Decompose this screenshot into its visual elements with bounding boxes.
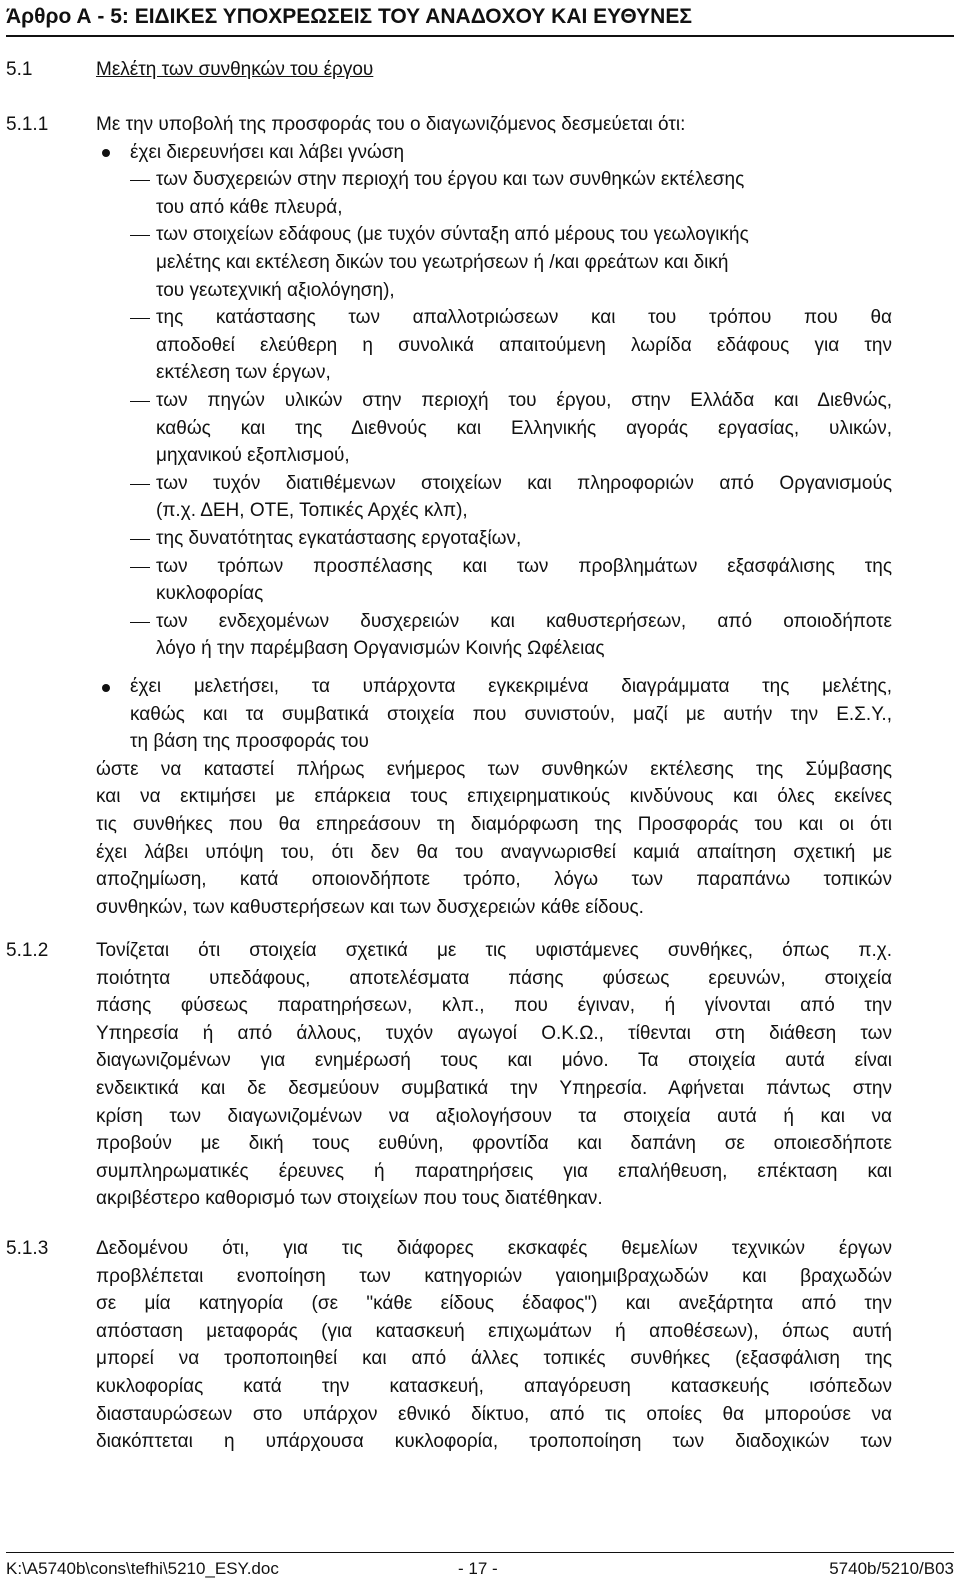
closing-line: τις συνθήκες που θα επηρεάσουν τη διαμόρφωση της Προσφοράς του και οι ότι: [96, 813, 892, 835]
clause-511-closing: [96, 756, 892, 922]
dash-item-line: του γεωτεχνική αξιολόγηση),: [156, 279, 395, 301]
title-underline: [6, 35, 954, 37]
closing-line: αποζημίωση, κατά οποιονδήποτε τρόπο, λόγω των παραπάνω τοπικών: [96, 869, 892, 891]
dash-item-line: κυκλοφορίας: [156, 583, 264, 605]
closing-line: και να εκτιμήσει με επάρκεια τους επιχειρηματικούς κινδύνους και όλες εκείνες: [96, 786, 892, 808]
clause-512-body: [96, 937, 892, 1213]
dash-bullet-icon: [130, 539, 150, 540]
dash-item-line: αποδοθεί ελεύθερη η συνολικά απαιτούμενη λωρίδα εδάφους για την: [156, 334, 892, 356]
clause-512-line: Υπηρεσία ή από άλλους, τυχόν αγωγοί Ο.Κ.Ω., τίθενται στη διάθεση των: [96, 1022, 892, 1044]
clause-number-512: 5.1.2: [6, 940, 49, 961]
closing-line: συνθηκών, των καθυστερήσεων και των δυσχερειών κάθε είδους.: [96, 896, 644, 918]
dash-item-line: των στοιχείων εδάφους (με τυχόν σύνταξη από μέρους του γεωλογικής: [156, 224, 749, 246]
dash-item-line: μηχανικού εξοπλισμού,: [156, 445, 350, 467]
dash-item-line: των τρόπων προσπέλασης και των προβλημάτων εξασφάλισης της: [156, 555, 892, 577]
dash-item-line: της δυνατότητας εγκατάστασης εργοταξίων,: [156, 528, 522, 549]
clause-number-511: 5.1.1: [6, 114, 49, 135]
clause-513-line: μπορεί να τροποποιηθεί και από άλλες τοπικές συνθήκες (εξασφάλιση της: [96, 1348, 892, 1370]
footer-file-path: K:\A5740b\cons\tefhi\5210_ESY.doc: [6, 1559, 279, 1578]
dash-bullet-icon: [130, 401, 150, 402]
clause-number-513: 5.1.3: [6, 1238, 49, 1259]
bullet-2-line: τη βάση της προσφοράς του: [130, 731, 369, 753]
dash-item-line: μελέτης και εκτέλεση δικών του γεωτρήσεων ή /και φρεάτων και δική: [156, 251, 729, 273]
dash-item-line: των δυσχερειών στην περιοχή του έργου και των συνθηκών εκτέλεσης: [156, 169, 745, 191]
dash-item-line: εκτέλεση των έργων,: [156, 362, 331, 384]
dash-bullet-icon: [130, 622, 150, 623]
bullet-1-text: έχει διερευνήσει και λάβει γνώση: [130, 141, 405, 163]
bullet-2: [130, 673, 892, 756]
clause-512-line: Τονίζεται ότι στοιχεία σχετικά με τις υφιστάμενες συνθήκες, όπως π.χ.: [96, 940, 892, 961]
dash-item: [156, 221, 892, 304]
dash-item-line: της κατάστασης των απαλλοτριώσεων και του τρόπου που θα: [156, 307, 892, 329]
dash-item: [156, 304, 892, 387]
section-title: Μελέτη των συνθηκών του έργου: [96, 59, 374, 80]
bullet-2-line: καθώς και τα συμβατικά στοιχεία που συνιστούν, μαζί με αυτήν την Ε.Σ.Υ.,: [130, 703, 892, 725]
section-number: 5.1: [6, 59, 33, 80]
clause-512-line: συμπληρωματικές έρευνες ή παρατηρήσεις για επαλήθευση, επέκταση και: [96, 1160, 892, 1182]
clause-513-body: [96, 1235, 892, 1456]
clause-511-intro-text: Με την υποβολή της προσφοράς του ο διαγωνιζόμενος δεσμεύεται ότι:: [96, 114, 686, 135]
dash-item-line: του από κάθε πλευρά,: [156, 196, 343, 218]
bullet-2-line: έχει μελετήσει, τα υπάρχοντα εγκεκριμένα διαγράμματα της μελέτης,: [130, 676, 892, 697]
dash-item: [156, 166, 892, 221]
clause-512-line: πάσης φύσεως παρατηρήσεων, κλπ., που έγιναν, ή γίνονται από την: [96, 995, 892, 1017]
dash-item-line: των τυχόν διατιθέμενων στοιχείων και πληροφοριών από Οργανισμούς: [156, 472, 892, 494]
dash-item-line: των ενδεχομένων δυσχερειών και καθυστερήσεων, από οποιοδήποτε: [156, 610, 892, 632]
clause-512-line: ποιότητα υπεδάφους, αποτελέσματα πάσης φύσεως ερευνών, στοιχεία: [96, 967, 892, 989]
clause-512-line: προβούν με δική τους ευθύνη, φροντίδα και δαπάνη σε οποιεσδήποτε: [96, 1133, 892, 1155]
footer-page-number: - 17 -: [458, 1559, 498, 1578]
dash-bullet-icon: [130, 180, 150, 181]
clause-513-line: προβλέπεται ενοποίηση των κατηγοριών γαιοημιβραχωδών και βραχωδών: [96, 1265, 892, 1287]
clause-513-line: διακόπτεται η υπάρχουσα κυκλοφορία, τροποποίηση των διαδοχικών των: [96, 1431, 892, 1453]
dash-item: [156, 470, 892, 525]
dash-item-line: των πηγών υλικών στην περιοχή του έργου, στην Ελλάδα και Διεθνώς,: [156, 390, 892, 411]
clause-513-line: απόσταση μεταφοράς (για κατασκευή επιχωμάτων ή αποθέσεων), όπως αυτή: [96, 1320, 892, 1342]
clause-512-line: ενδεικτικά και δε δεσμεύουν συμβατικά την Υπηρεσία. Αφήνεται πάντως στην: [96, 1077, 892, 1099]
clause-512-line: ακριβέστερο καθορισμό των στοιχείων που τους διατέθηκαν.: [96, 1188, 603, 1210]
clause-512-line: κρίση των διαγωνιζομένων να αξιολογήσουν τα στοιχεία αυτά ή και να: [96, 1105, 892, 1127]
clause-513-line: διασταυρώσεων στο υπάρχον εθνικό δίκτυο, από τις οποίες θα μπορούσε να: [96, 1403, 892, 1425]
dash-item: [156, 608, 892, 663]
closing-line: έχει λάβει υπόψη του, ότι δεν θα του αναγνωρισθεί καμιά απαίτηση σχετική με: [96, 841, 892, 863]
clause-511-intro: [96, 111, 685, 139]
dash-bullet-icon: [130, 318, 150, 319]
dash-bullet-icon: [130, 484, 150, 485]
dash-item: [156, 525, 892, 553]
bullet-1: [130, 139, 404, 167]
bullet-icon: [102, 684, 110, 692]
bullet-icon: [102, 149, 110, 157]
footer-rule: [6, 1552, 954, 1553]
clause-513-line: Δεδομένου ότι, για τις διάφορες εκσκαφές θεμελίων τεχνικών έργων: [96, 1238, 892, 1259]
dash-bullet-icon: [130, 567, 150, 568]
clause-512-line: διαγωνιζομένων για ενημέρωσή τους και μόνο. Τα στοιχεία αυτά είναι: [96, 1050, 892, 1072]
dash-item-line: καθώς και της Διεθνούς και Ελληνικής αγοράς εργασίας, υλικών,: [156, 417, 892, 439]
closing-line: ώστε να καταστεί πλήρως ενήμερος των συνθηκών εκτέλεσης της Σύμβασης: [96, 758, 892, 780]
dash-item: [156, 553, 892, 608]
dash-bullet-icon: [130, 235, 150, 236]
page-title: Άρθρο Α - 5: ΕΙΔΙΚΕΣ ΥΠΟΧΡΕΩΣΕΙΣ ΤΟΥ ΑΝΑΔΟΧΟΥ ΚΑΙ ΕΥΘΥΝΕΣ: [6, 5, 692, 28]
footer-doc-code: 5740b/5210/B03: [829, 1559, 954, 1578]
clause-513-line: σε μία κατηγορία (σε "κάθε είδους έδαφος") και ανεξάρτητα από την: [96, 1293, 892, 1315]
dash-item-line: (π.χ. ΔΕΗ, ΟΤΕ, Τοπικές Αρχές κλπ),: [156, 500, 468, 522]
dash-item: [156, 387, 892, 470]
dash-item-line: λόγο ή την παρέμβαση Οργανισμών Κοινής Ωφέλειας: [156, 638, 605, 660]
clause-513-line: κυκλοφορίας κατά την κατασκευή, απαγόρευση κατασκευής ισόπεδων: [96, 1375, 892, 1397]
